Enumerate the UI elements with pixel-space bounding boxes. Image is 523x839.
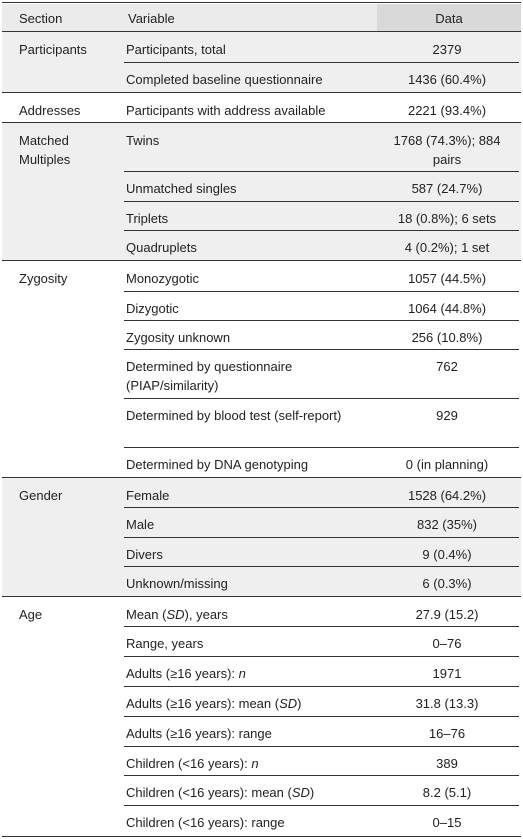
table-row bbox=[124, 656, 519, 686]
row-data: 1768 (74.3%); 884 pairs bbox=[393, 133, 501, 167]
row-variable: Adults (≥16 years): range bbox=[126, 726, 272, 741]
row-variable: Triplets bbox=[126, 211, 169, 226]
row-variable: Range, years bbox=[126, 636, 204, 651]
row-variable: Completed baseline questionnaire bbox=[126, 72, 323, 87]
table-row bbox=[124, 746, 519, 775]
row-variable: Unmatched singles bbox=[126, 181, 237, 196]
row-data: 832 (35%) bbox=[417, 517, 477, 532]
section-label: Matched Multiples bbox=[19, 133, 71, 167]
row-variable: Participants, total bbox=[126, 42, 226, 57]
row-data: 1436 (60.4%) bbox=[407, 72, 487, 87]
table-row bbox=[124, 537, 519, 566]
row-data: 1971 bbox=[432, 666, 462, 681]
table-row bbox=[124, 201, 519, 230]
row-data: 0–76 bbox=[432, 636, 462, 651]
row-variable: Female bbox=[126, 488, 170, 503]
table-row bbox=[124, 775, 519, 805]
row-variable: Children (<16 years): range bbox=[126, 815, 285, 830]
top-rule bbox=[2, 2, 521, 3]
row-data: 1057 (44.5%) bbox=[407, 271, 487, 286]
table-row bbox=[124, 93, 519, 122]
row-data: 27.9 (15.2) bbox=[415, 607, 479, 622]
section-label: Participants bbox=[19, 42, 87, 57]
section-label: Addresses bbox=[19, 103, 81, 118]
table-row bbox=[124, 805, 519, 836]
row-variable: Twins bbox=[126, 133, 160, 148]
row-variable: Mean (SD), years bbox=[126, 607, 228, 622]
table-row bbox=[124, 716, 519, 746]
table-row bbox=[124, 32, 519, 62]
row-variable: Participants with address available bbox=[126, 103, 326, 118]
row-variable: Adults (≥16 years): mean (SD) bbox=[126, 696, 302, 711]
table-row bbox=[124, 171, 519, 201]
row-variable: Determined by blood test (self-report) bbox=[126, 408, 342, 423]
row-variable: Children (<16 years): n bbox=[126, 756, 259, 771]
row-variable: Determined by DNA genotyping bbox=[126, 457, 309, 472]
row-variable: Zygosity unknown bbox=[126, 330, 231, 345]
table-row bbox=[124, 566, 519, 596]
bottom-rule bbox=[2, 836, 521, 837]
row-data: 762 bbox=[436, 359, 458, 374]
row-data: 4 (0.2%); 1 set bbox=[404, 240, 490, 255]
row-variable: Determined by questionnaire (PIAP/similarity) bbox=[126, 359, 293, 393]
row-data: 31.8 (13.3) bbox=[415, 696, 479, 711]
table-row bbox=[124, 320, 519, 349]
table-row bbox=[124, 291, 519, 320]
row-variable: Unknown/missing bbox=[126, 576, 228, 591]
table-row bbox=[124, 507, 519, 537]
table-row bbox=[124, 626, 519, 656]
header-variable: Variable bbox=[128, 11, 175, 26]
row-data: 1528 (64.2%) bbox=[407, 488, 487, 503]
row-data: 1064 (44.8%) bbox=[407, 301, 487, 316]
row-data: 16–76 bbox=[428, 726, 466, 741]
row-variable: Quadruplets bbox=[126, 240, 197, 255]
row-variable: Dizygotic bbox=[126, 301, 179, 316]
row-data: 389 bbox=[436, 756, 458, 771]
header-section: Section bbox=[19, 11, 63, 26]
row-data: 0 (in planning) bbox=[405, 457, 489, 472]
table-row bbox=[124, 349, 519, 398]
table-row bbox=[124, 478, 519, 507]
row-variable: Children (<16 years): mean (SD) bbox=[126, 785, 315, 800]
table-row bbox=[124, 447, 519, 477]
row-variable: Adults (≥16 years): n bbox=[126, 666, 246, 681]
row-data: 18 (0.8%); 6 sets bbox=[397, 211, 497, 226]
table-row bbox=[124, 597, 519, 626]
table-header bbox=[2, 4, 521, 31]
header-data: Data bbox=[435, 11, 463, 26]
table-row bbox=[124, 230, 519, 260]
row-variable: Male bbox=[126, 517, 155, 532]
table-row bbox=[124, 686, 519, 716]
row-variable: Divers bbox=[126, 547, 163, 562]
table-row bbox=[124, 261, 519, 291]
row-data: 6 (0.3%) bbox=[422, 576, 472, 591]
row-data: 587 (24.7%) bbox=[411, 181, 483, 196]
section-label: Zygosity bbox=[19, 271, 68, 286]
section-label: Gender bbox=[19, 488, 63, 503]
row-variable: Monozygotic bbox=[126, 271, 199, 286]
table-row bbox=[124, 62, 519, 92]
row-data: 2221 (93.4%) bbox=[407, 103, 487, 118]
row-data: 929 bbox=[436, 408, 458, 423]
row-data: 8.2 (5.1) bbox=[422, 785, 472, 800]
row-data: 9 (0.4%) bbox=[422, 547, 472, 562]
section-label: Age bbox=[19, 607, 43, 622]
row-data: 2379 bbox=[432, 42, 462, 57]
row-data: 0–15 bbox=[432, 815, 462, 830]
row-data: 256 (10.8%) bbox=[411, 330, 483, 345]
table-row bbox=[124, 398, 519, 447]
table-row bbox=[124, 123, 519, 171]
